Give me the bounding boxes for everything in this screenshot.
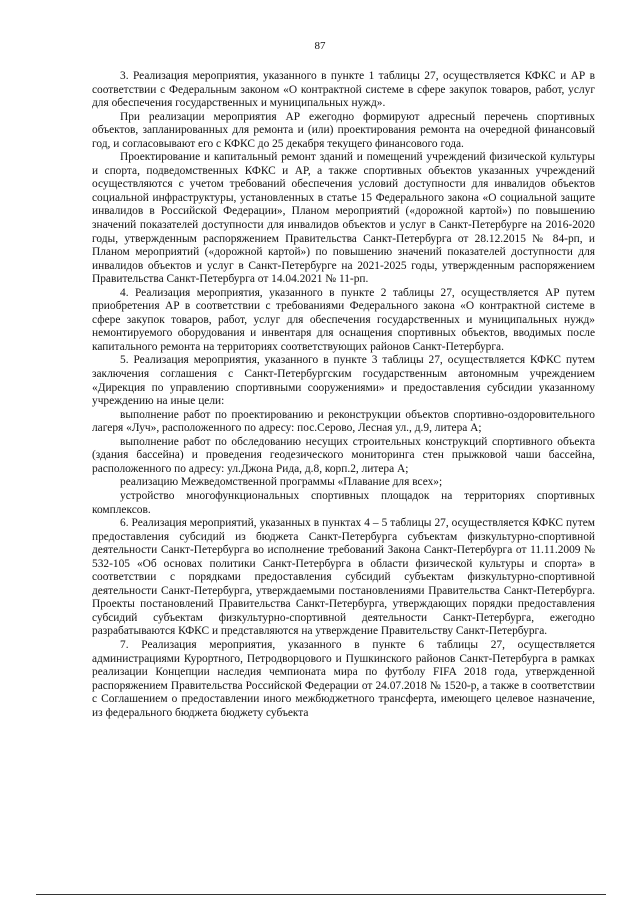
body-text xyxy=(92,70,595,720)
page-number: 87 xyxy=(314,40,326,52)
paragraph: 3. Реализация мероприятия, указанного в пункте 1 таблицы 27, осуществляется КФКС и АР в соответствии с Федеральным законом «О контрактной системе в сфере закупок товаров, работ, услуг для обеспечения государственных и муниципальных нужд». xyxy=(92,70,595,110)
paragraph: 6. Реализация мероприятий, указанных в пунктах 4 – 5 таблицы 27, осуществляется КФКС путем предоставления субсидий из бюджета Санкт-Петербурга субъектам физкультурно-спортивной деятельности Санкт-Петербурга во исполнение требований Закона Санкт-Петербурга от 11.11.2009 № 532-105 «Об основах политики Санкт-Петербурга в области физической культуры и спорта» в соответствии с порядками предоставления субсидий субъектам физкультурно-спортивной деятельности Санкт-Петербурга, утверждаемыми постановлениями Правительства Санкт-Петербурга. Проекты постановлений Правительства Санкт-Петербурга, утверждающих порядки предоставления субсидий субъектам физкультурно-спортивной деятельности Санкт-Петербурга, ежегодно разрабатываются КФКС и представляются на утверждение Правительству Санкт-Петербурга. xyxy=(92,517,595,638)
paragraph: устройство многофункциональных спортивных площадок на территориях спортивных комплексов. xyxy=(92,489,595,516)
paragraph: 7. Реализация мероприятия, указанного в пункте 6 таблицы 27, осуществляется администрациями Курортного, Петродворцового и Пушкинского районов Санкт-Петербурга в рамках реализации Концепции наследия чемпионата мира по футболу FIFA 2018 года, утвержденной распоряжением Правительства Российской Федерации от 24.07.2018 № 1520-р, а также в соответствии с Соглашением о предоставлении иного межбюджетного трансферта, имеющего целевое назначение, из федерального бюджета бюджету субъекта xyxy=(92,638,595,719)
paragraph: выполнение работ по обследованию несущих строительных конструкций спортивного объекта (здания бассейна) и проведения геодезического мониторинга стен прыжковой чаши бассейна, расположенного по адресу: ул.Джона Рида, д.8, корп.2, литера А; xyxy=(92,435,595,475)
scan-edge-line xyxy=(36,894,606,895)
paragraph: 4. Реализация мероприятия, указанного в пункте 2 таблицы 27, осуществляется АР путем приобретения АР в соответствии с требованиями Федерального закона «О контрактной системе в сфере закупок товаров, работ, услуг для обеспечения государственных и муниципальных нужд» немонтируемого оборудования и инвентаря для оснащения спортивных объектов, вводимых после капитального ремонта на территориях соответствующих районов Санкт-Петербурга. xyxy=(92,286,595,353)
paragraph: реализацию Межведомственной программы «Плавание для всех»; xyxy=(120,476,443,489)
paragraph: При реализации мероприятия АР ежегодно формируют адресный перечень спортивных объектов, запланированных для ремонта и (или) проектирования ремонта на очередной финансовый год, и согласовывают его с КФКС до 25 декабря текущего финансового года. xyxy=(92,110,595,150)
paragraph: выполнение работ по проектированию и реконструкции объектов спортивно-оздоровительного лагеря «Луч», расположенного по адресу: пос.Серово, Лесная ул., д.9, литера А; xyxy=(92,408,595,435)
paragraph: Проектирование и капитальный ремонт зданий и помещений учреждений физической культуры и спорта, подведомственных КФКС и АР, а также спортивных объектов указанных учреждений осуществляются с учетом требований обеспечения условий доступности для инвалидов объектов социальной инфраструктуры, установленных в статье 15 Федерального закона «О социальной защите инвалидов в Российской Федерации», Планом мероприятий («дорожной картой») по повышению значений показателей доступности для инвалидов объектов и услуг в Санкт-Петербурге на 2016-2020 годы, утвержденным распоряжением Правительства Санкт-Петербурга от 28.12.2015 № 84-рп, и Планом мероприятий («дорожной картой») по повышению значений показателей доступности для инвалидов объектов и услуг в Санкт-Петербурге на 2021-2025 годы, утвержденным распоряжением Правительства Санкт-Петербурга от 14.04.2021 № 11-рп. xyxy=(92,151,595,286)
paragraph: 5. Реализация мероприятия, указанного в пункте 3 таблицы 27, осуществляется КФКС путем заключения соглашения с Санкт-Петербургским государственным автономным учреждением «Дирекция по управлению спортивными сооружениями» и предоставления субсидии указанному учреждению на иные цели: xyxy=(92,354,595,408)
